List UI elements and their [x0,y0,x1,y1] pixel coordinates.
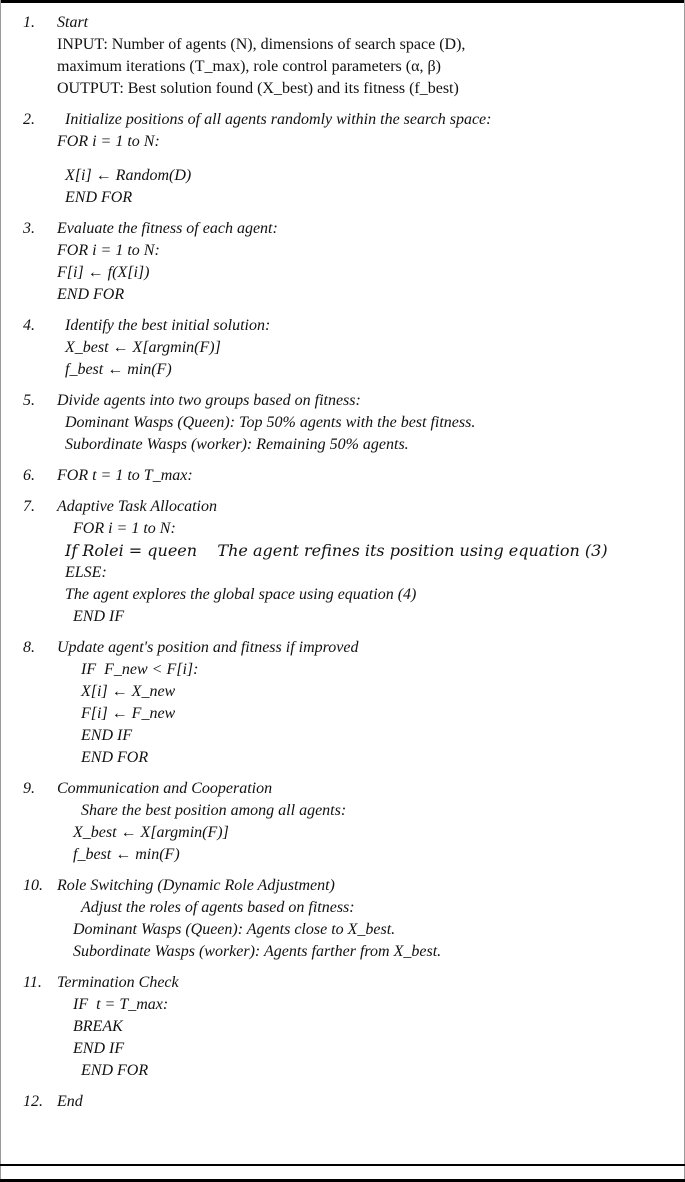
code-line: The agent explores the global space using equation (4) [65,586,417,603]
code-line: If Rolei = queen The agent refines its position using equation (3) [65,541,608,560]
code-line: Initialize positions of all agents randomly within the search space: [65,111,492,128]
code-line: END FOR [57,286,125,303]
step-number: 6. [23,467,35,484]
step-number: 3. [23,220,35,237]
code-line: END IF [73,1040,125,1057]
algorithm-step [1,390,684,456]
step-body [57,875,684,963]
code-line: Update agent's position and fitness if improved [57,639,359,656]
step-body [57,465,684,487]
step-body [57,109,684,209]
code-line: Role Switching (Dynamic Role Adjustment) [57,877,335,894]
code-line: Subordinate Wasps (worker): Remaining 50% agents. [65,436,409,453]
code-line: X[i] ← X_new [81,683,176,700]
code-line: ELSE: [65,564,107,581]
step-body [57,218,684,306]
step-number: 8. [23,639,35,656]
step-body [57,390,684,456]
step-body [57,637,684,769]
step-number: 1. [23,14,35,31]
step-body [57,778,684,866]
step-number: 11. [23,974,42,991]
step-number: 5. [23,392,35,409]
code-line: Communication and Cooperation [57,780,273,797]
code-line: FOR i = 1 to N: [57,133,160,150]
code-line: Adjust the roles of agents based on fitness: [81,899,355,916]
algorithm-step [1,12,684,100]
line-gap [57,153,674,165]
code-line: Identify the best initial solution: [65,317,271,334]
step-number: 7. [23,498,35,515]
code-line: IF t = T_max: [73,996,169,1013]
code-line: Start [57,14,89,31]
code-line: END FOR [65,189,133,206]
algorithm-step [1,778,684,866]
step-body [57,496,684,628]
code-line: X[i] ← Random(D) [65,167,192,184]
code-line: Dominant Wasps (Queen): Agents close to X_best. [73,921,396,938]
code-line: END FOR [81,749,149,766]
code-line: Share the best position among all agents: [81,802,347,819]
code-line: END IF [73,608,125,625]
code-line: X_best ← X[argmin(F)] [73,824,229,841]
code-line: Divide agents into two groups based on fitness: [57,392,361,409]
algorithm-step [1,218,684,306]
code-line: FOR i = 1 to N: [73,520,176,537]
code-line: INPUT: Number of agents (N), dimensions of search space (D), [57,36,466,53]
code-line: Subordinate Wasps (worker): Agents farther from X_best. [73,943,442,960]
algorithm-step [1,315,684,381]
algorithm-step [1,637,684,769]
code-line: maximum iterations (T_max), role control parameters (α, β) [57,58,441,75]
code-line: Termination Check [57,974,179,991]
code-line: OUTPUT: Best solution found (X_best) and its fitness (f_best) [57,80,459,97]
pseudocode-steps [1,3,684,1113]
step-number: 12. [23,1093,43,1110]
algorithm-step [1,1091,684,1113]
code-line: END FOR [81,1062,149,1079]
algorithm-step [1,972,684,1082]
step-body [57,315,684,381]
code-line: X_best ← X[argmin(F)] [65,339,221,356]
code-line: End [57,1093,83,1110]
step-number: 2. [23,111,35,128]
code-line: FOR t = 1 to T_max: [57,467,193,484]
code-line: f_best ← min(F) [73,846,180,863]
step-number: 9. [23,780,35,797]
algorithm-step [1,465,684,487]
code-line: F[i] ← f(X[i]) [57,264,150,281]
step-number: 10. [23,877,43,894]
step-body [57,1091,684,1113]
step-body [57,972,684,1082]
algorithm-step [1,496,684,628]
code-line: f_best ← min(F) [65,361,172,378]
code-line: Adaptive Task Allocation [57,498,217,515]
bottom-rule-inner [0,1164,685,1166]
code-line: Evaluate the fitness of each agent: [57,220,278,237]
step-number: 4. [23,317,35,334]
algorithm-step [1,875,684,963]
step-body [57,12,684,100]
code-line: IF F_new < F[i]: [81,661,199,678]
algorithm-step [1,109,684,209]
code-line: BREAK [73,1018,123,1035]
code-line: F[i] ← F_new [81,705,176,722]
code-line: FOR i = 1 to N: [57,242,160,259]
code-line: Dominant Wasps (Queen): Top 50% agents with the best fitness. [65,414,476,431]
code-line: END IF [81,727,133,744]
